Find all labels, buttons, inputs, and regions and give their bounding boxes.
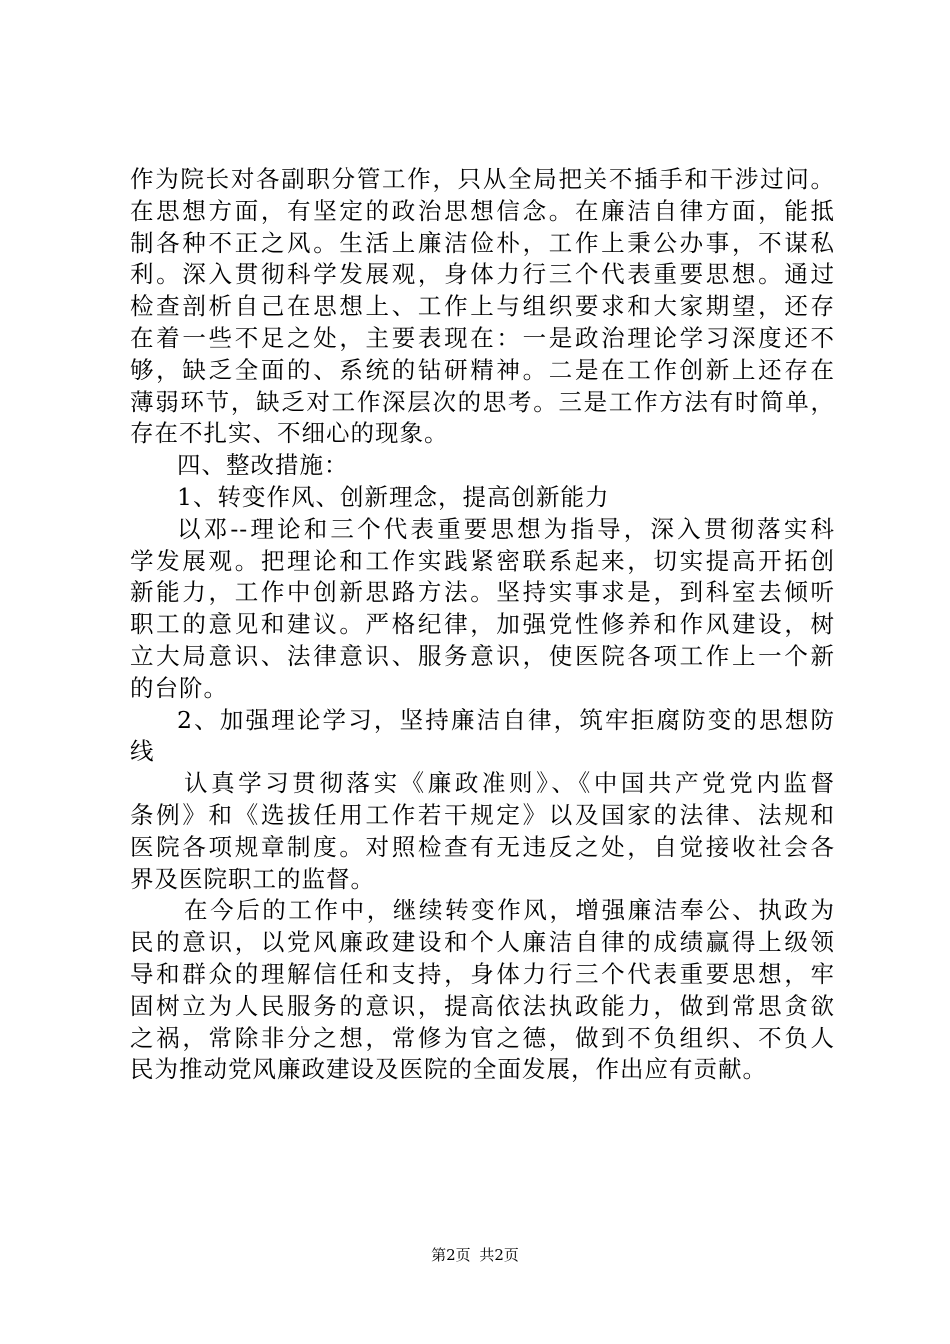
section-heading: 四、整改措施： — [177, 451, 349, 480]
text-line: 医院各项规章制度。对照检查有无违反之处，自觉接收社会各 — [130, 832, 835, 861]
text-line: 新能力，工作中创新思路方法。坚持实事求是，到科室去倾听 — [130, 578, 835, 607]
text-line: 界及医院职工的监督。 — [130, 864, 375, 893]
text-line: 存在不扎实、不细心的现象。 — [130, 419, 449, 448]
page-number: 第2页 — [431, 1246, 471, 1264]
text-line: 学发展观。把理论和工作实践紧密联系起来，切实提高开拓创 — [130, 546, 835, 575]
page-total: 共2页 — [479, 1246, 519, 1264]
subsection-heading: 2、加强理论学习，坚持廉洁自律，筑牢拒腐防变的思想防 — [177, 705, 835, 734]
text-line: 民为推动党风廉政建设及医院的全面发展，作出应有贡献。 — [130, 1055, 767, 1084]
text-line: 认真学习贯彻落实《廉政准则》、《中国共产党党内监督 — [184, 769, 835, 798]
text-line: 导和群众的理解信任和支持，身体力行三个代表重要思想，牢 — [130, 959, 835, 988]
text-line: 在思想方面，有坚定的政治思想信念。在廉洁自律方面，能抵 — [130, 196, 835, 225]
text-line: 作为院长对各副职分管工作，只从全局把关不插手和干涉过问。 — [130, 165, 835, 193]
subsection-heading: 1、转变作风、创新理念，提高创新能力 — [177, 482, 610, 511]
text-line: 民的意识，以党风廉政建设和个人廉洁自律的成绩赢得上级领 — [130, 928, 835, 957]
page-footer — [0, 1245, 950, 1265]
text-line: 制各种不正之风。生活上廉洁俭朴，工作上秉公办事，不谋私 — [130, 228, 835, 257]
text-line: 利。深入贯彻科学发展观，身体力行三个代表重要思想。通过 — [130, 260, 835, 289]
text-line: 立大局意识、法律意识、服务意识，使医院各项工作上一个新 — [130, 641, 835, 670]
text-line: 薄弱环节，缺乏对工作深层次的思考。三是工作方法有时简单， — [130, 387, 835, 416]
text-line: 之祸，常除非分之想，常修为官之德，做到不负组织、不负人 — [130, 1023, 835, 1052]
document-body — [130, 164, 835, 1086]
text-line: 的台阶。 — [130, 673, 228, 702]
text-line: 够，缺乏全面的、系统的钻研精神。二是在工作创新上还存在 — [130, 355, 835, 384]
text-line: 职工的意见和建议。严格纪律，加强党性修养和作风建设，树 — [130, 610, 835, 639]
text-line: 在着一些不足之处，主要表现在：一是政治理论学习深度还不 — [130, 323, 835, 352]
text-line: 固树立为人民服务的意识，提高依法执政能力，做到常思贪欲 — [130, 991, 835, 1020]
text-line: 以邓--理论和三个代表重要思想为指导，深入贯彻落实科 — [177, 514, 835, 543]
text-line: 条例》和《选拔任用工作若干规定》以及国家的法律、法规和 — [130, 800, 835, 829]
text-line: 检查剖析自己在思想上、工作上与组织要求和大家期望，还存 — [130, 292, 835, 321]
text-line: 线 — [130, 737, 155, 766]
text-line: 在今后的工作中，继续转变作风，增强廉洁奉公、执政为 — [184, 896, 835, 925]
